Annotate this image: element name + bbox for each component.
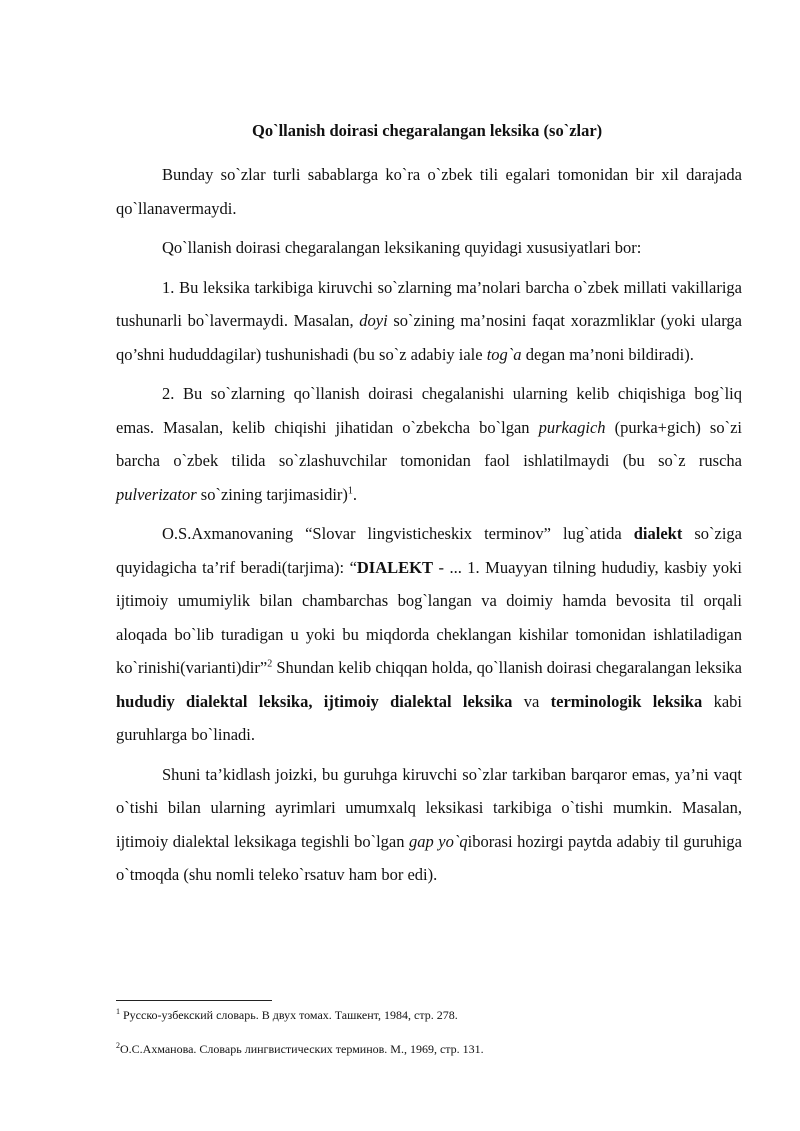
- text-run: (purka+gich) so`zi barcha o`zbek tilida so`zlashuvchilar tomonidan faol ishlatilmaydi (bu so`z ruscha: [116, 417, 742, 470]
- text-run: iborasi hozirgi paytda adabiy til guruhiga o`tmoqda (shu nomli teleko`rsatuv ham bor edi).: [116, 831, 742, 884]
- text-run: 2. Bu so`zlarning qo`llanish doirasi chegalanishi ularning kelib chiqishiga bog`liq emas. Masalan, kelib chiqishi jihatidan o`zbekcha bo`lgan: [116, 384, 742, 437]
- italic-term-toga: tog`a: [486, 344, 522, 364]
- paragraph-dialekt-definition: [116, 517, 742, 752]
- footnote-separator: [116, 1000, 272, 1001]
- text-run: kabi guruhlarga bo`linadi.: [116, 691, 742, 744]
- footnote-ref-2[interactable]: 2: [267, 658, 273, 670]
- paragraph-note: [116, 758, 742, 892]
- footnote-1: [116, 1007, 742, 1023]
- italic-term-gap-yoq: gap yo`q: [409, 831, 468, 851]
- text-run: .: [352, 484, 358, 504]
- text-run: va: [512, 691, 551, 711]
- italic-term-purkagich: purkagich: [538, 417, 606, 437]
- footnote-2: [116, 1041, 742, 1057]
- footnote-mark: 2: [116, 1041, 120, 1050]
- text-run: so`zining tarjimasidir): [196, 484, 348, 504]
- text-run: - ... 1. Muayyan tilning hududiy, kasbiy yoki ijtimoiy umumiylik bilan chambarchas bog`langan va doimiy hamda bevosita til orqali aloqada bo`lib turadigan u yoki bu miqdorda cheklangan kishilar tomonidan ishlatiladigan ko`rinishi(varianti)dir”: [116, 557, 742, 677]
- bold-term-dialekt: dialekt: [633, 524, 683, 543]
- text-run: so`zining ma’nosini faqat xorazmliklar (yoki ularga qo’shni hududdagilar) tushunishadi (bu so`z adabiy iale: [116, 311, 742, 364]
- text-run: so`ziga quyidagicha ta’rif beradi(tarjima): “: [116, 524, 742, 577]
- footnote-ref-1[interactable]: 1: [347, 485, 353, 496]
- italic-term-pulverizator: pulverizator: [116, 484, 197, 504]
- paragraph-features-lead: Qo`llanish doirasi chegaralangan leksikaning quyidagi xususiyatlari bor:: [162, 238, 642, 257]
- bold-term-dialectal-groups: hududiy dialektal leksika, ijtimoiy dialektal leksika: [116, 691, 513, 711]
- italic-term-doyi: doyi: [359, 311, 388, 330]
- footnote-text: О.С.Ахманова. Словарь лингвистических терминов. М., 1969, стр. 131.: [120, 1042, 484, 1056]
- text-run: Shundan kelib chiqqan holda, qo`llanish doirasi chegaralangan leksika: [272, 658, 742, 677]
- text-run: Shuni ta’kidlash joizki, bu guruhga kiruvchi so`zlar tarkiban barqaror emas, ya’ni vaqt o`tishi bilan ularning ayrimlari umumxalq leksikasi tarkibiga o`tishi mumkin. Masalan, ijtimoiy dialektal leksikaga tegishli bo`lgan: [116, 764, 742, 851]
- footnote-mark: 1: [116, 1007, 120, 1016]
- text-run: degan ma’noni bildiradi).: [521, 344, 694, 364]
- document-body: [116, 158, 742, 898]
- paragraph-feature-1: [116, 271, 742, 372]
- paragraph-feature-2: [116, 377, 742, 511]
- bold-term-terminological: terminologik leksika: [550, 691, 703, 711]
- paragraph-intro: Bunday so`zlar turli sabablarga ko`ra o`zbek tili egalari tomonidan bir xil darajada qo`llanavermaydi.: [116, 165, 742, 218]
- text-run: O.S.Axmanovaning “Slovar lingvisticheskix terminov” lug`atida: [162, 524, 634, 543]
- footnote-text: Русско-узбекский словарь. В двух томах. Ташкент, 1984, стр. 278.: [120, 1008, 458, 1022]
- document-title: Qo`llanish doirasi chegaralangan leksika (so`zlar): [252, 121, 603, 140]
- bold-term-dialekt-caps: DIALEKT: [356, 557, 433, 577]
- text-run: 1. Bu leksika tarkibiga kiruvchi so`zlarning ma’nolari barcha o`zbek millati vakillariga tushunarli bo`lavermaydi. Masalan,: [116, 277, 742, 330]
